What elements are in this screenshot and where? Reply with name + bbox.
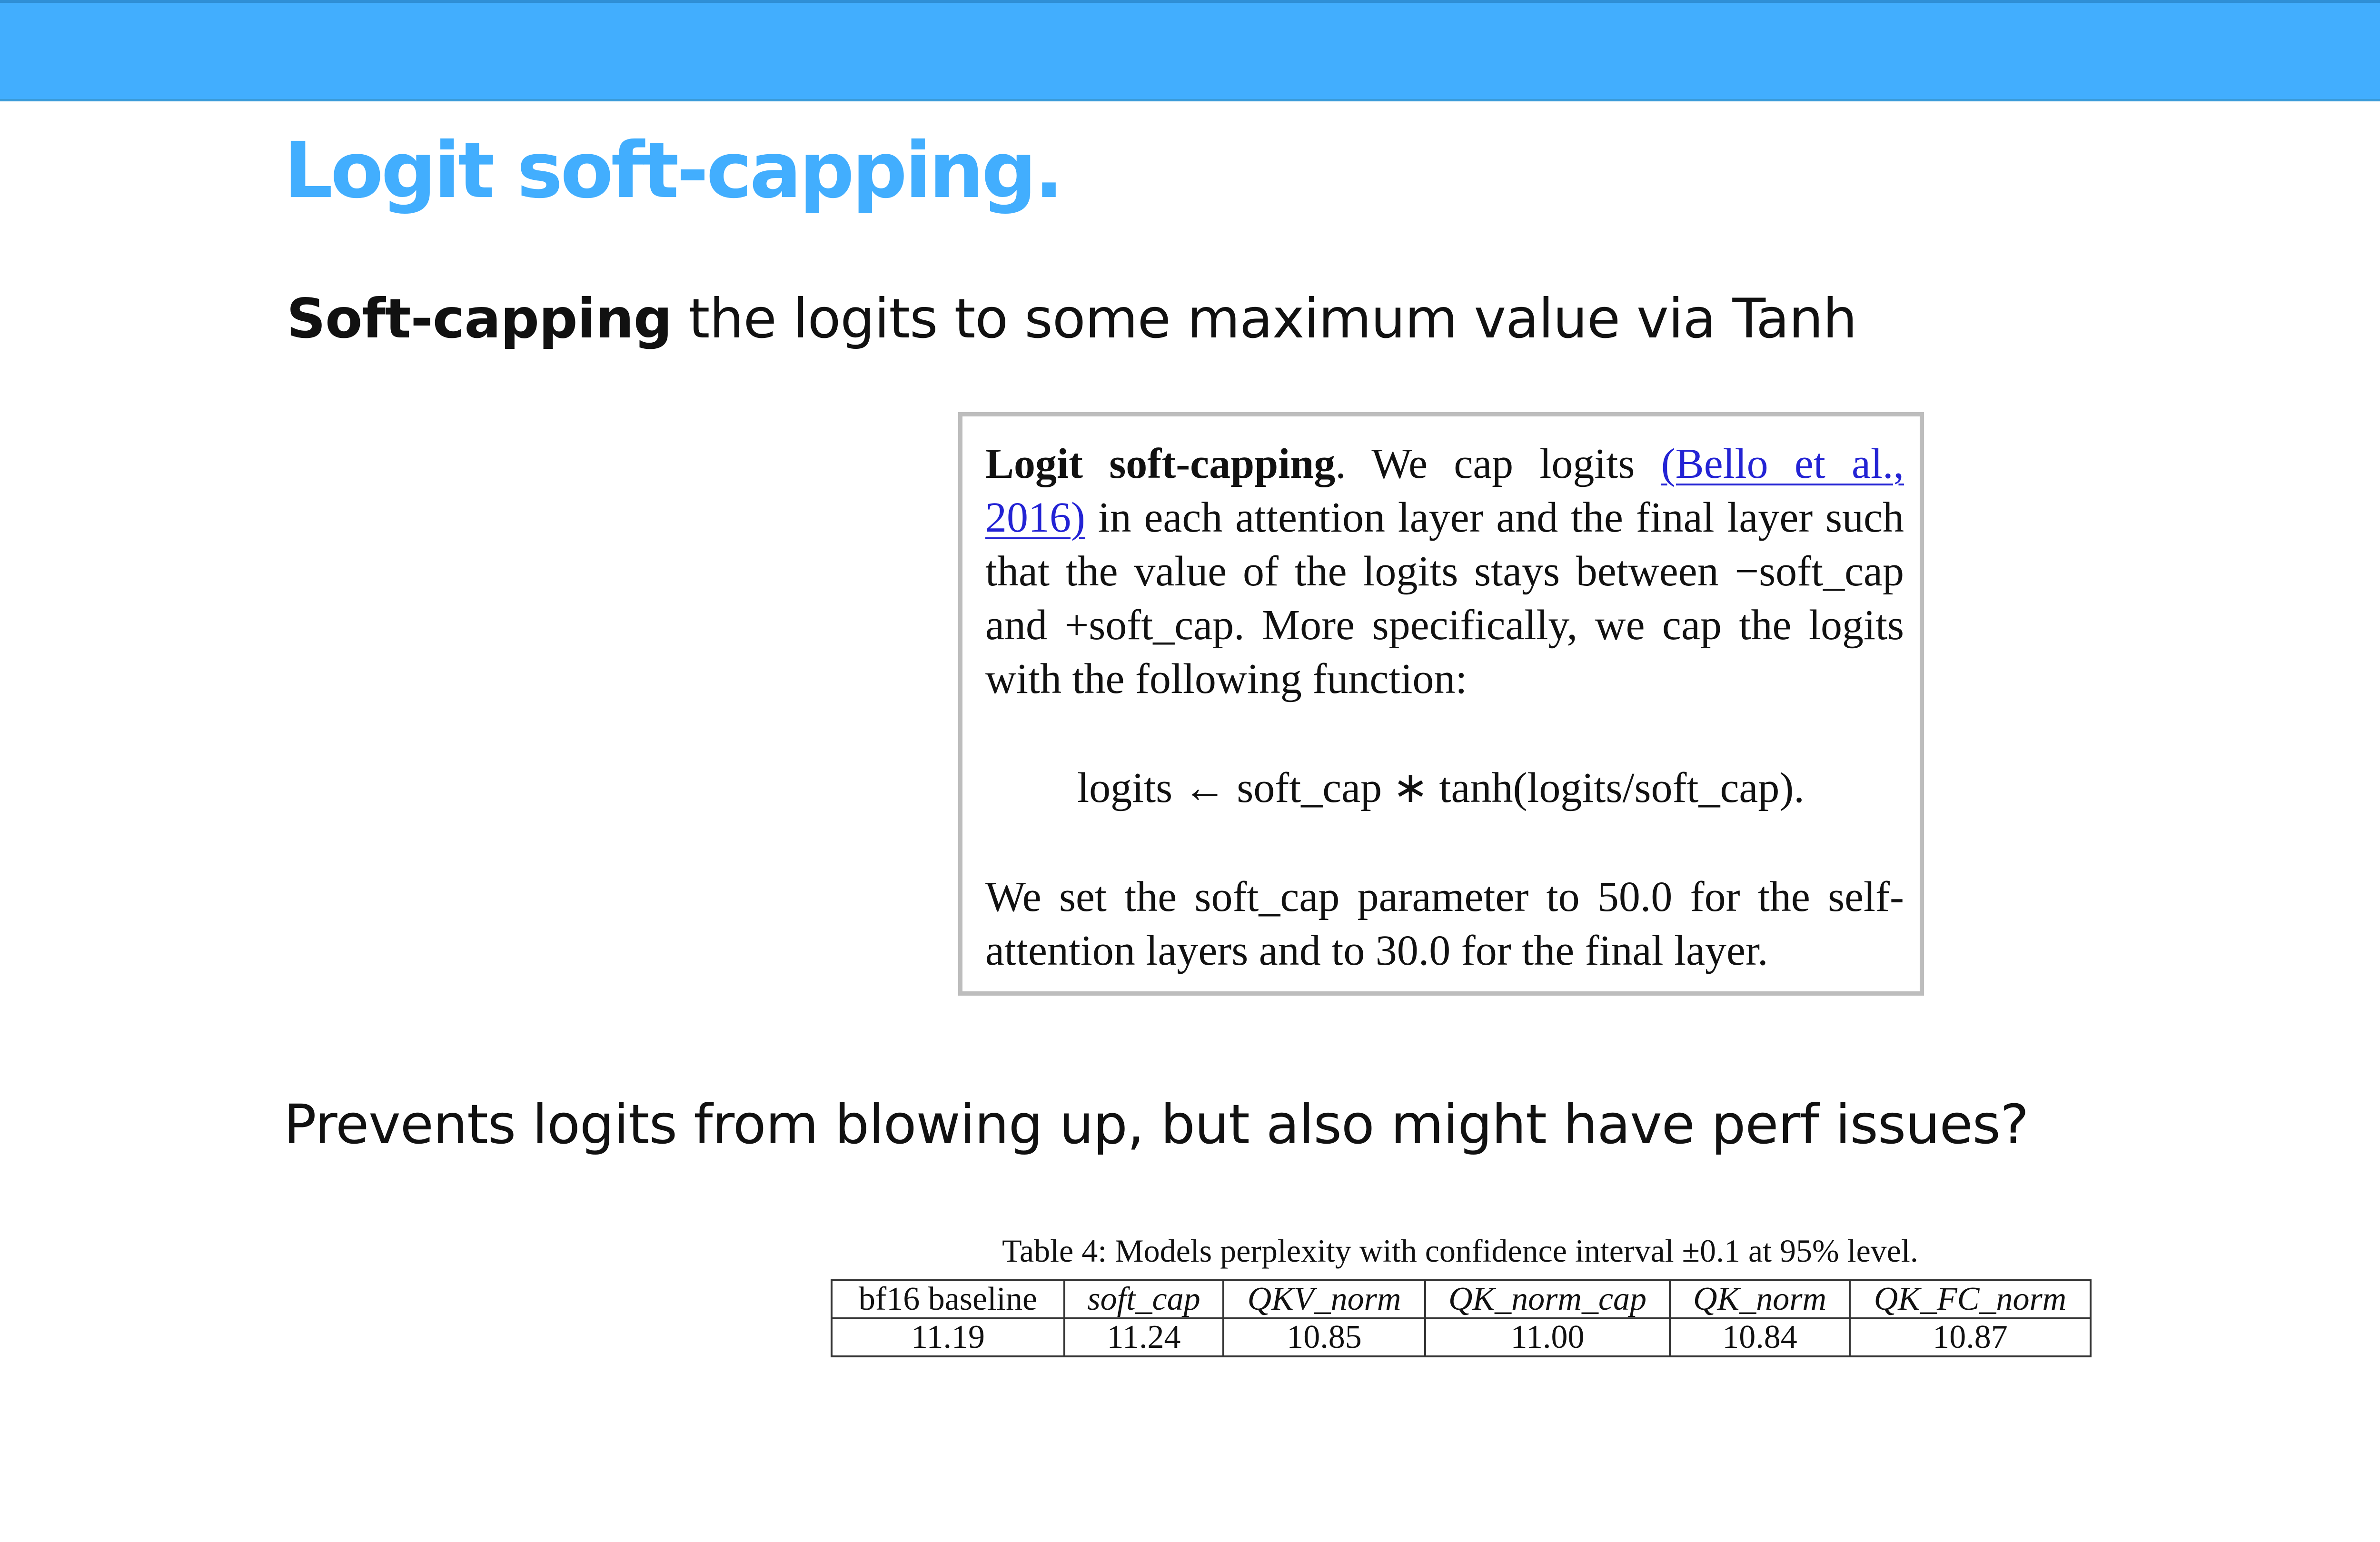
bullet-bold-term: Soft-capping: [287, 287, 672, 350]
citation-link[interactable]: (Bello et al., 2016): [985, 440, 1904, 541]
value-cell: 10.87: [1850, 1318, 2091, 1356]
excerpt-paragraph: [985, 437, 1904, 706]
table-row: [832, 1318, 2091, 1356]
header-cell: QK_norm: [1670, 1280, 1850, 1318]
header-cell: QKV_norm: [1223, 1280, 1425, 1318]
header-cell: soft_cap: [1064, 1280, 1223, 1318]
value-cell: 11.19: [832, 1318, 1064, 1356]
capping-formula: logits ← soft_cap ∗ tanh(logits/soft_cap).: [1077, 764, 1805, 811]
header-cell: QK_norm_cap: [1425, 1280, 1670, 1318]
excerpt-closing: We set the soft_cap parameter to 50.0 for the self-attention layers and to 30.0 for the final layer.: [985, 873, 1904, 974]
table-caption: Table 4: Models perplexity with confidence interval ±0.1 at 95% level.: [1002, 1233, 1918, 1269]
paper-excerpt: [958, 412, 1924, 996]
excerpt-body: in each attention layer and the final layer such that the value of the logits stays between −soft_cap and +soft_cap. More specifically, we cap the logits with the following function:: [985, 494, 1904, 702]
value-cell: 10.84: [1670, 1318, 1850, 1356]
header-cell: QK_FC_norm: [1850, 1280, 2091, 1318]
header-bar: [0, 0, 2380, 101]
table-header-row: [832, 1280, 2091, 1318]
perplexity-table: [831, 1279, 2092, 1357]
bullet-perf-issues: Prevents logits from blowing up, but also might have perf issues?: [284, 1093, 2029, 1156]
header-cell: bf16 baseline: [832, 1280, 1064, 1318]
excerpt-intro: . We cap logits: [1335, 440, 1661, 487]
value-cell: 10.85: [1223, 1318, 1425, 1356]
bullet-soft-capping: [287, 287, 1857, 352]
bullet-text: the logits to some maximum value via Tanh: [672, 287, 1857, 350]
value-cell: 11.24: [1064, 1318, 1223, 1356]
slide-title: Logit soft-capping.: [284, 126, 1061, 216]
excerpt-heading: Logit soft-capping: [985, 440, 1336, 487]
value-cell: 11.00: [1425, 1318, 1670, 1356]
